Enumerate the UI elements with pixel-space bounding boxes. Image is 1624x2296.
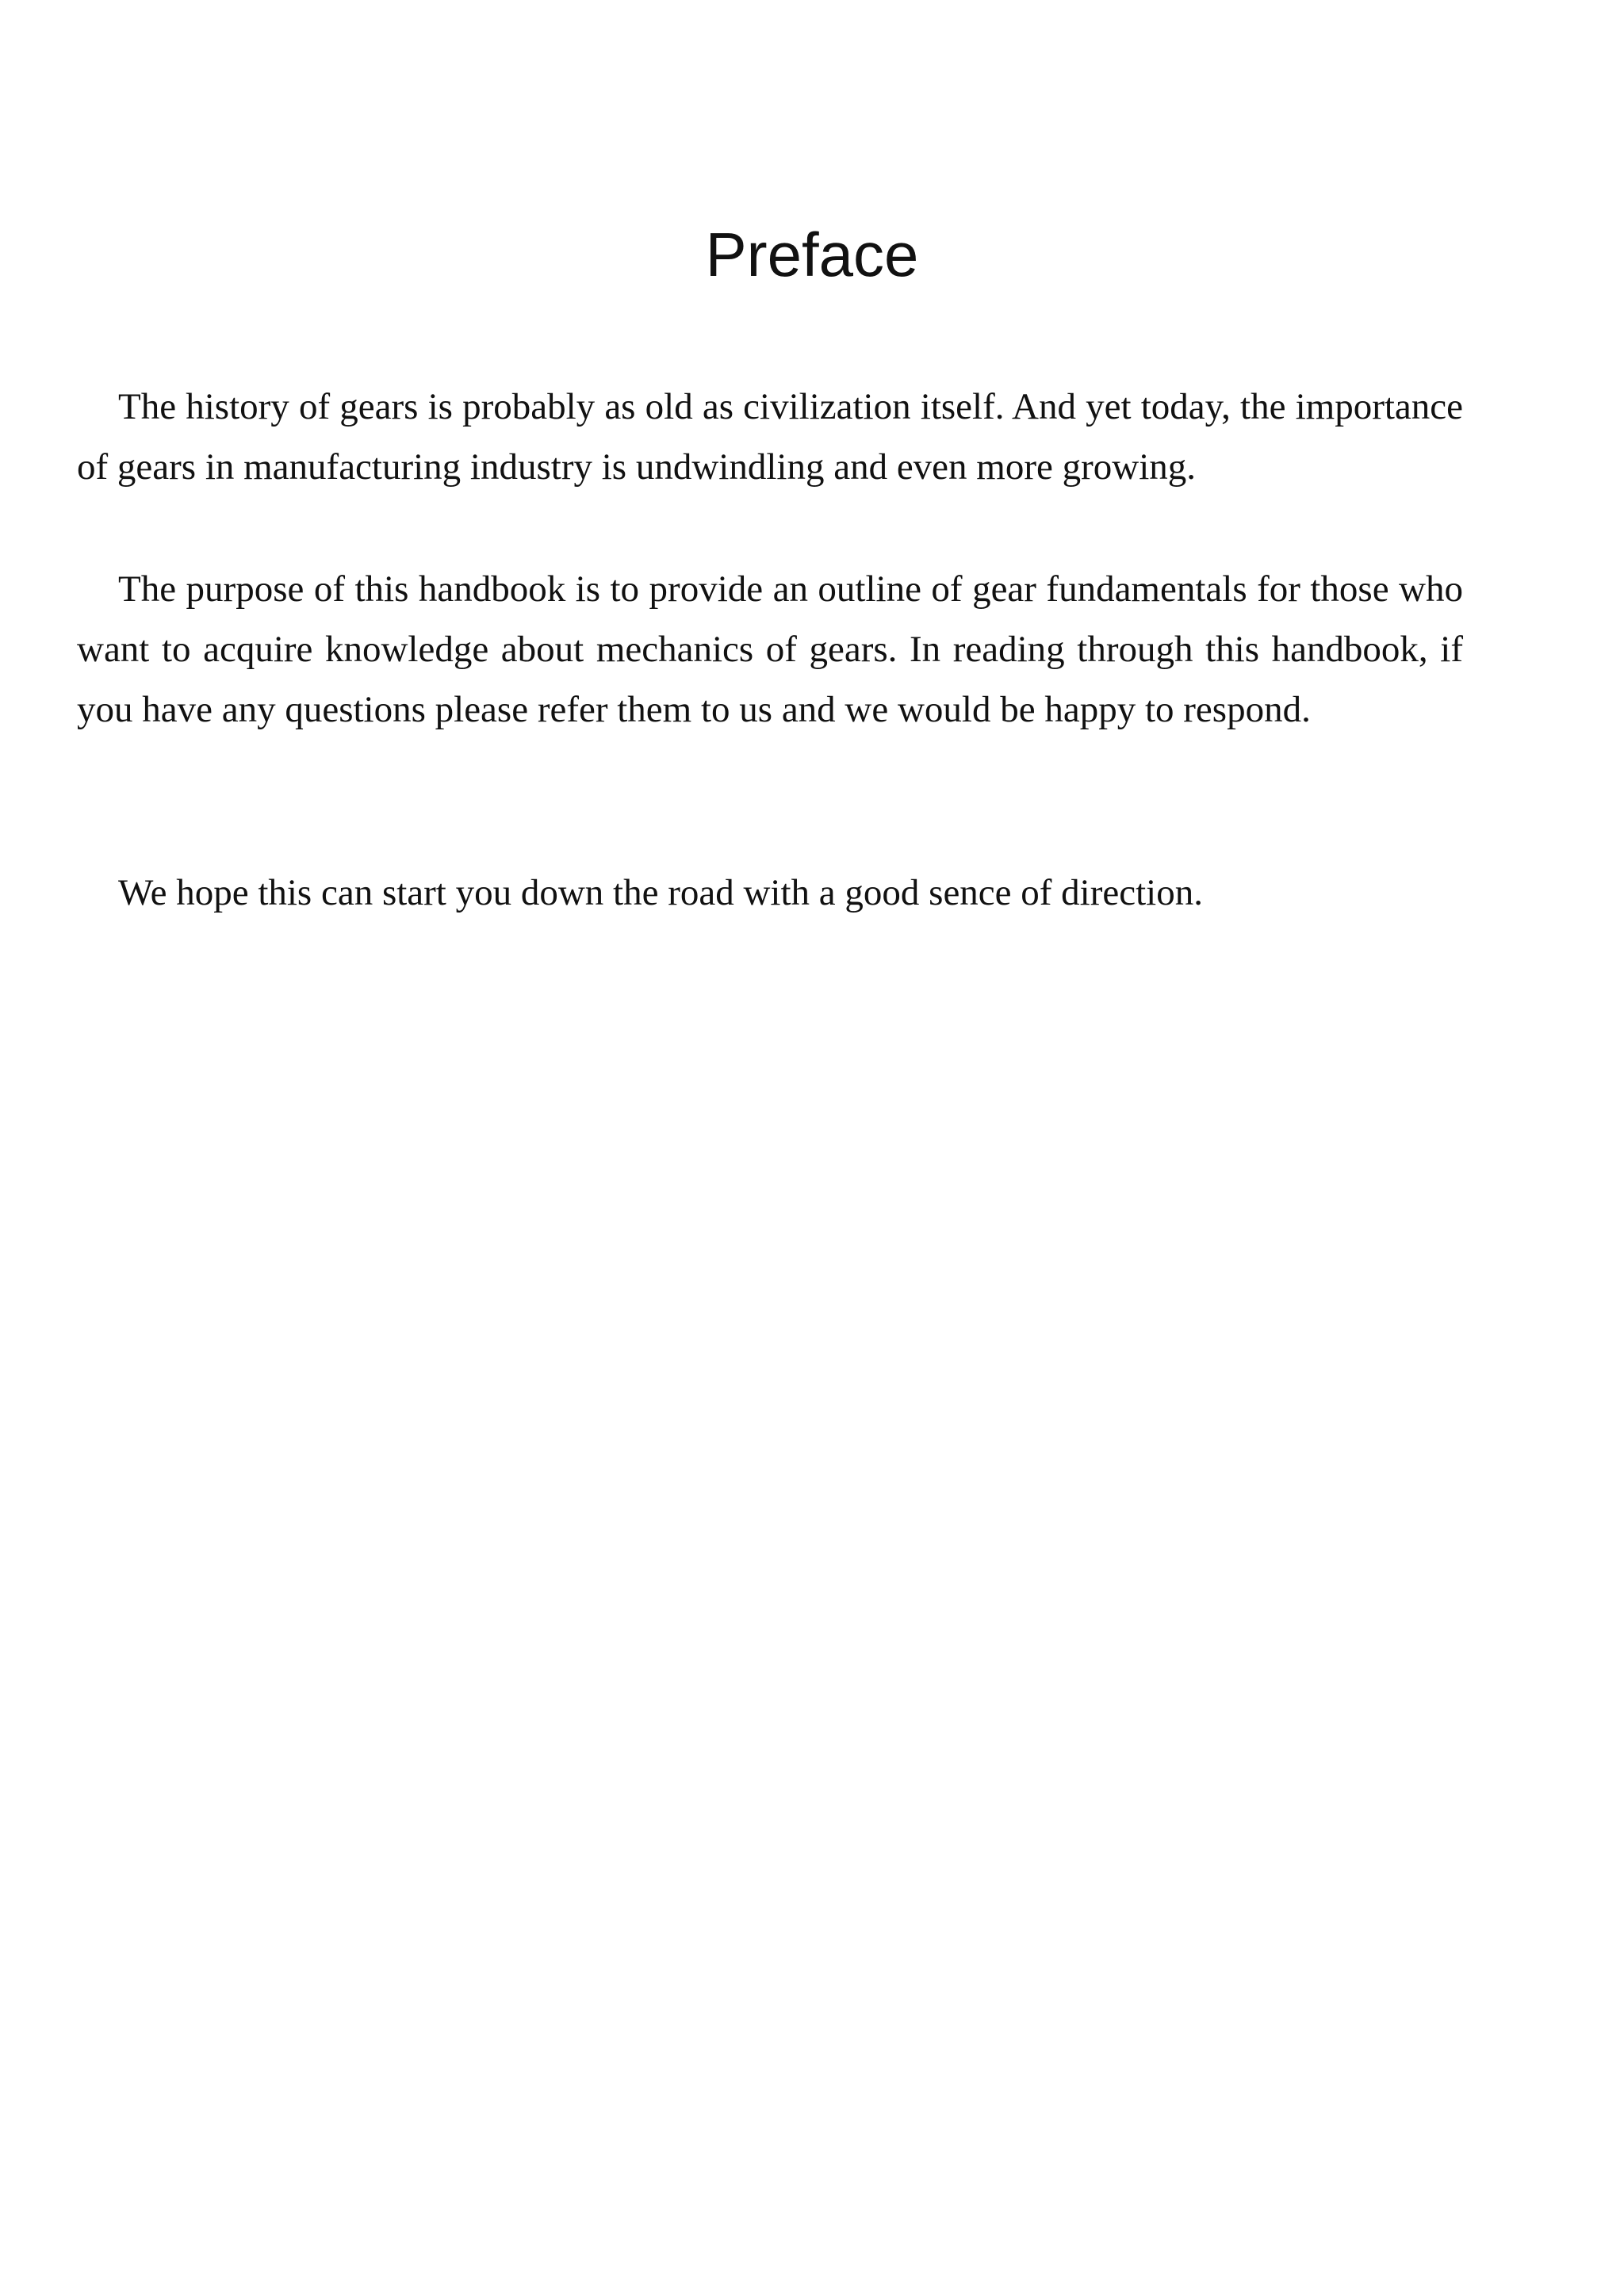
paragraph-closing: We hope this can start you down the road with a good sence of direction. [118, 872, 1203, 913]
paragraph-purpose: The purpose of this handbook is to provide an outline of gear fundamentals for those who want to acquire knowledge about mechanics of gears. In reading through this handbook, if you have any questions please refer them to us and we would be happy to respond. [77, 568, 1463, 730]
paragraph-history: The history of gears is probably as old as civilization itself. And yet today, the importance of gears in manufacturing industry is undwindling and even more growing. [77, 386, 1463, 488]
page-title: Preface [705, 220, 919, 289]
